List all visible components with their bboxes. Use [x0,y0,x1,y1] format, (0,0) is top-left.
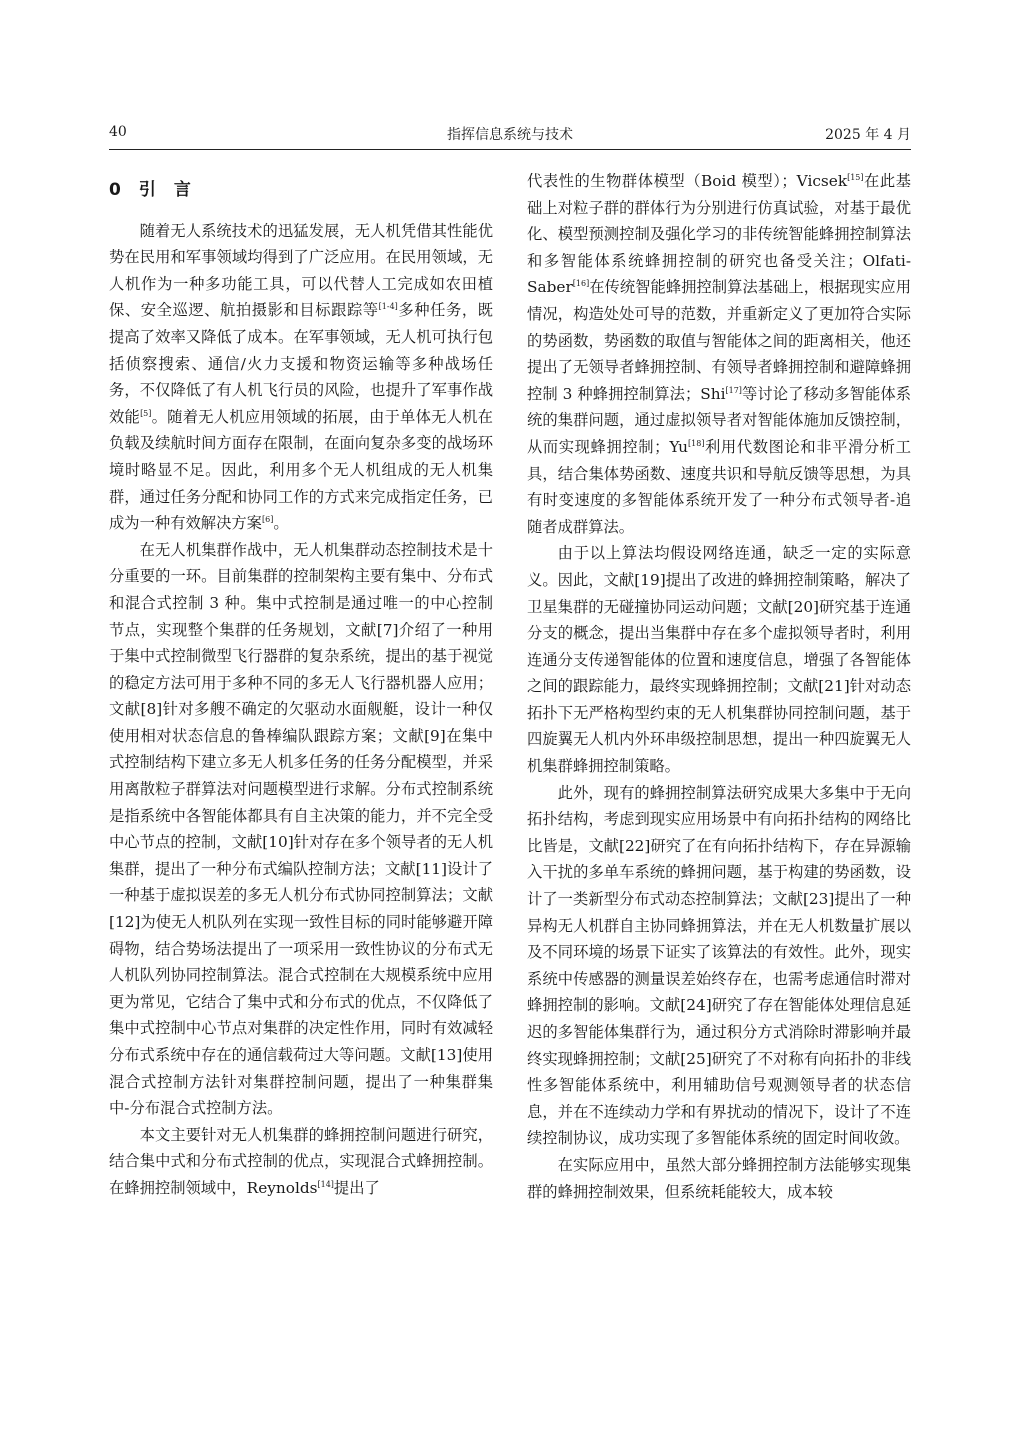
citation: [14] [317,1179,334,1189]
left-column [109,177,493,1202]
citation: [16] [572,279,590,289]
section-heading [109,177,493,204]
section-number: 0 [109,180,123,200]
text-run: 本文主要针对无人机集群的蜂拥控制问题进行研究，结合集中式和分布式控制的优点，实现混合式蜂拥控制。在蜂拥控制领域中，Reynolds [109,1125,493,1197]
text-run: 多种任务，既提高了效率又降低了成本。在军事领域，无人机可执行包括侦察搜索、通信/火力支援和物资运输等多种战场任务，不仅降低了有人机飞行员的风险，也提升了军事作战效能 [109,301,493,426]
citation: [17] [725,385,742,395]
paragraph-6: 在实际应用中，虽然大部分蜂拥控制方法能够实现集群的蜂拥控制效果，但系统耗能较大，成本较 [527,1155,911,1201]
text-run: 代表性的生物群体模型（Boid 模型）；Vicsek [527,172,848,190]
text-run: 在传统智能蜂拥控制算法基础上，根据现实应用情况，构造处处可导的范数，并重新定义了更加符合实际的势函数，势函数的取值与智能体之间的距离相关，他还提出了无领导者蜂拥控制、有领导者蜂拥控制和避障蜂拥控制 3 种蜂拥控制算法；Shi [527,278,911,403]
running-header [109,124,911,146]
section-title-char2: 言 [173,180,193,200]
citation: [18] [688,438,705,448]
paragraph-3-continued [527,168,911,540]
paragraph-2: 在无人机集群作战中，无人机集群动态控制技术是十分重要的一环。目前集群的控制架构主要有集中、分布式和混合式控制 3 种。集中式控制是通过唯一的中心控制节点，实现整个集群的任务规划，文献[7]介绍了一种用于集中式控制微型飞行器群的复杂系统，提出的基于视觉的稳定方法可用于多种不同的多无人飞行器机器人应用；文献[8]针对多艘不确定的欠驱动水面舰艇，设计一种仅使用相对状态信息的鲁棒编队跟踪方案；文献[9]在集中式控制结构下建立多无人机多任务的任务分配模型，并采用离散粒子群算法对问题模型进行求解。分布式控制系统是指系统中各智能体都具有自主决策的能力，并不完全受中心节点的控制，文献[10]针对存在多个领导者的无人机集群，提出了一种分布式编队控制方法；文献[11]设计了一种基于虚拟误差的多无人机分布式协同控制算法；文献[12]为使无人机队列在实现一致性目标的同时能够避开障碍物，结合势场法提出了一项采用一致性协议的分布式无人机队列协同控制算法。混合式控制在大规模系统中应用更为常见，它结合了集中式和分布式的优点，不仅降低了集中式控制中心节点对集群的决定性作用，同时有效减轻分布式系统中存在的通信载荷过大等问题。文献[13]使用混合式控制方法针对集群控制问题，提出了一种集群集中-分布混合式控制方法。 [109,540,493,1118]
paragraph-1 [109,218,493,537]
paragraph-4: 由于以上算法均假设网络连通，缺乏一定的实际意义。因此，文献[19]提出了改进的蜂拥控制策略，解决了卫星集群的无碰撞协同运动问题；文献[20]研究基于连通分支的概念，提出当集群中存在多个虚拟领导者时，利用连通分支传递智能体的位置和速度信息，增强了各智能体之间的跟踪能力，最终实现蜂拥控制；文献[21]针对动态拓扑下无严格构型约束的无人机集群协同控制问题，基于四旋翼无人机内外环串级控制思想，提出一种四旋翼无人机集群蜂拥控制策略。 [527,544,911,776]
text-run: 在此基础上对粒子群的群体行为分别进行仿真试验，对基于最优化、模型预测控制及强化学习的非传统智能蜂拥控制算法和多智能体系统蜂拥控制的研究也备受关注；Olfati-Saber [527,172,911,297]
citation: [6] [261,515,274,525]
text-run: 。随着无人机应用领域的拓展，由于单体无人机在负载及续航时间方面存在限制，在面向复杂多变的战场环境时略显不足。因此，利用多个无人机组成的无人机集群，通过任务分配和协同工作的方式来完成指定任务，已成为一种有效解决方案 [109,407,493,533]
journal-title: 指挥信息系统与技术 [447,127,573,143]
text-run: 随着无人系统技术的迅猛发展，无人机凭借其性能优势在民用和军事领域均得到了广泛应用。在民用领域，无人机作为一种多功能工具，可以代替人工完成如农田植保、安全巡逻、航拍摄影和目标跟踪等 [109,221,493,320]
paragraph-3 [109,1122,493,1202]
text-run: 提出了 [333,1178,380,1197]
right-column [527,168,911,1205]
text-run: 利用代数图论和非平滑分析工具，结合集体势函数、速度共识和导航反馈等思想，为具有时变速度的多智能体系统开发了一种分布式领导者-追随者成群算法。 [527,437,911,536]
text-run: 。 [273,514,289,533]
text-run: 等讨论了移动多智能体系统的集群问题，通过虚拟领导者对智能体施加反馈控制，从而实现蜂拥控制；Yu [527,384,911,456]
issue-date: 2025 年 4 月 [825,127,911,143]
citation: [5] [140,408,152,418]
paragraph-5: 此外，现有的蜂拥控制算法研究成果大多集中于无向拓扑结构，考虑到现实应用场景中有向拓扑结构的网络比比皆是，文献[22]研究了在有向拓扑结构下，存在异源输入干扰的多单车系统的蜂拥问题，基于构建的势函数，设计了一类新型分布式动态控制算法；文献[23]提出了一种异构无人机群自主协同蜂拥算法，并在无人机数量扩展以及不同环境的场景下证实了该算法的有效性。此外，现实系统中传感器的测量误差始终存在，也需考虑通信时滞对蜂拥控制的影响。文献[24]研究了存在智能体处理信息延迟的多智能体集群行为，通过积分方式消除时滞影响并最终实现蜂拥控制；文献[25]研究了不对称有向拓扑的非线性多智能体系统中，利用辅助信号观测领导者的状态信息，并在不连续动力学和有界扰动的情况下，设计了不连续控制协议，成功实现了多智能体系统的固定时间收敛。 [527,783,911,1148]
citation: [1-4] [378,302,398,312]
citation: [15] [847,173,864,182]
header-rule [109,149,911,150]
section-title-char1: 引 [138,180,158,200]
page-number: 40 [109,124,127,140]
